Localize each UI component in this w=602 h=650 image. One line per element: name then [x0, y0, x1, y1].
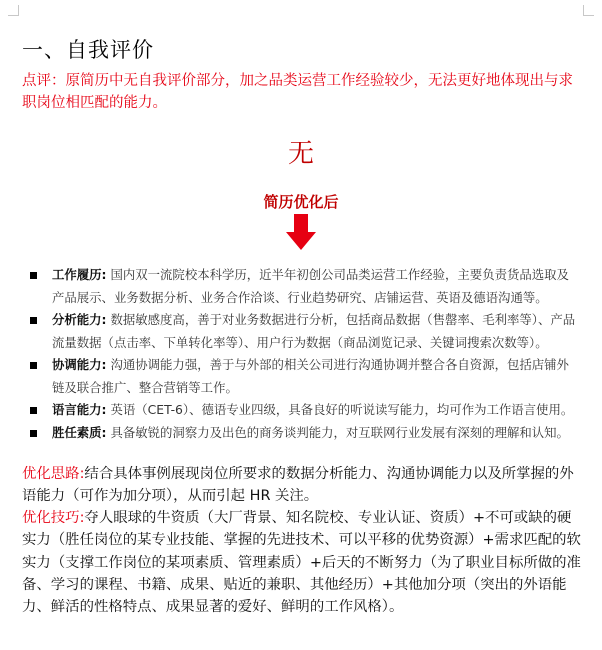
list-item — [30, 309, 578, 354]
item-label: 分析能力: — [52, 312, 107, 327]
optimization-thinking — [22, 463, 584, 508]
item-label: 协调能力: — [52, 357, 107, 372]
page-corner-mark — [8, 5, 19, 16]
tips-text: 夺人眼球的牛资质（大厂背景、知名院校、专业认证、资质）+不可或缺的硬实力（胜任岗位的某专业技能、掌握的先进技术、可以平移的优势资源）+需求匹配的软实力（支撑工作岗位的某项素质、管理素质）+后天的不断努力（为了职业目标所做的准备、学习的课程、书籍、成果、贴近的兼职、其他经历）+其他加分项（突出的外语能力、鲜活的性格特点、成果显著的爱好、鲜明的工作风格）。 — [22, 510, 581, 616]
item-text: 国内双一流院校本科学历，近半年初创公司品类运营工作经验，主要负责货品选取及产品展示、业务数据分析、业务合作洽谈、行业趋势研究、店铺运营、英语及德语沟通等。 — [52, 267, 569, 305]
bullet-icon — [30, 272, 37, 279]
tips-label: 优化技巧: — [22, 510, 85, 526]
item-label: 工作履历: — [52, 267, 107, 282]
bullet-icon — [30, 317, 37, 324]
original-content: 无 — [287, 139, 314, 169]
thinking-label: 优化思路: — [22, 466, 85, 482]
resume-list — [30, 264, 578, 444]
comment-text: 点评：原简历中无自我评价部分，加之品类运营工作经验较少，无法更好地体现出与求职岗位相匹配的能力。 — [22, 73, 573, 111]
bullet-icon — [30, 430, 37, 437]
item-text: 沟通协调能力强，善于与外部的相关公司进行沟通协调并整合各自资源，包括店铺外链及联合推广、整合营销等工作。 — [52, 357, 569, 395]
down-arrow-icon — [286, 214, 316, 250]
optimization-tips — [22, 507, 584, 618]
list-item — [30, 264, 578, 309]
item-label: 胜任素质: — [52, 424, 107, 440]
bullet-icon — [30, 362, 37, 369]
section-heading: 一、自我评价 — [22, 38, 154, 62]
item-label: 语言能力: — [52, 402, 107, 417]
item-text: 英语（CET-6）、德语专业四级，具备良好的听说读写能力，均可作为工作语言使用。 — [110, 402, 574, 417]
list-item — [30, 399, 578, 422]
item-text: 具备敏锐的洞察力及出色的商务谈判能力，对互联网行业发展有深刻的理解和认知。 — [110, 424, 569, 440]
list-item — [30, 354, 578, 399]
optimized-label: 简历优化后 — [263, 193, 339, 211]
bullet-icon — [30, 407, 37, 414]
item-text: 数据敏感度高，善于对业务数据进行分析，包括商品数据（售罄率、毛利率等）、产品流量数据（点击率、下单转化率等）、用户行为数据（商品浏览记录、关键词搜索次数等）。 — [52, 312, 576, 350]
page-corner-mark — [583, 5, 594, 16]
list-item — [30, 422, 578, 445]
thinking-text: 结合具体事例展现岗位所要求的数据分析能力、沟通协调能力以及所掌握的外语能力（可作为加分项），从而引起 HR 关注。 — [22, 466, 574, 505]
